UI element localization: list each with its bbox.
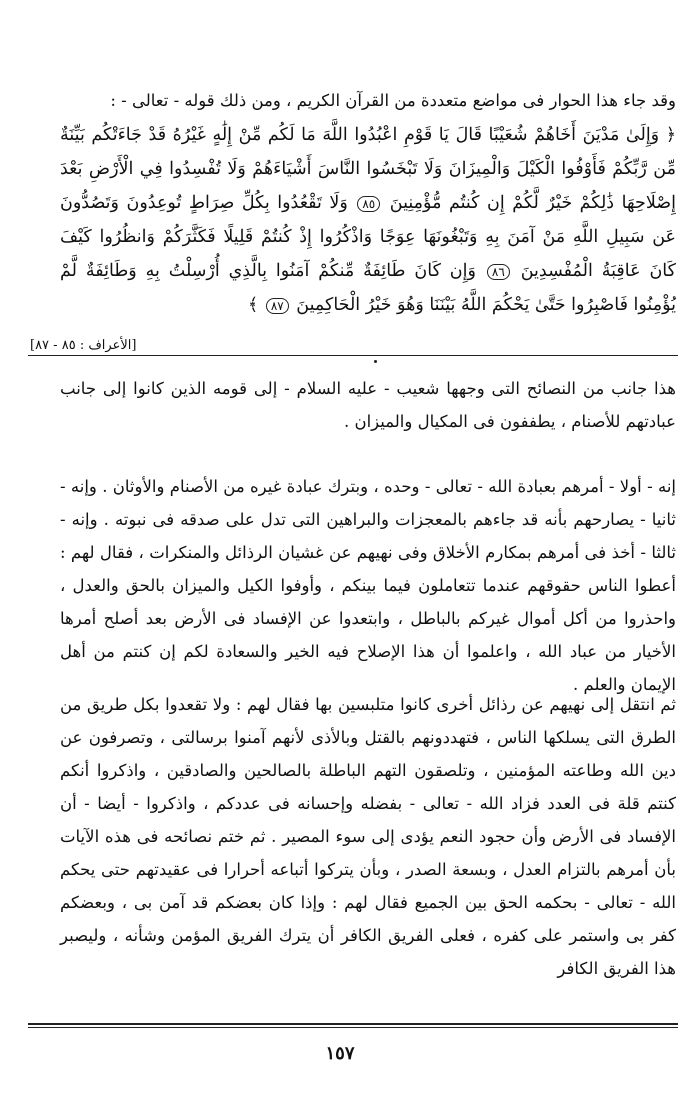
- divider-dot: [374, 360, 377, 363]
- quran-verses: [60, 118, 676, 322]
- quran-open-bracket: ﴿: [665, 125, 676, 145]
- body-paragraph-2: إنه - أولا - أمرهم بعبادة الله - تعالى - وحده ، وبترك عبادة غيره من الأصنام والأوثان . وإنه - ثانيا - يصارحهم بأنه قد جاءهم بالمعجزات والبراهين التى تدل على صدقه فى نبوته . وإنه - ثالثا - أخذ فى أمرهم بمكارم الأخلاق وفى نهيهم عن غشيان الرذائل والمنكرات ، فقال لهم : أعطوا الناس حقوقهم عندما تتعاملون فيما بينكم ، وأوفوا الكيل والميزان بالحق والعدل ، واحذروا من أكل أموال غيركم بالباطل ، وابتعدوا عن الإفساد فى الأرض بعد أصلح أمرها الأخيار من عباد الله ، واعلموا أن هذا الإصلاح فيه الخير والسعادة لكم إن كنتم من أهل الإيمان والعلم .: [60, 477, 676, 694]
- quran-divider: [28, 355, 678, 356]
- ayah-number-86: ٨٦: [487, 264, 510, 280]
- quran-verse-86: وَلَا تَقْعُدُوا بِكُلِّ صِرَاطٍ تُوعِدُونَ وَتَصُدُّونَ عَن سَبِيلِ اللَّهِ مَنْ آمَنَ بِهِ وَتَبْغُونَهَا عِوَجًا وَاذْكُرُوا إِذْ كُنتُمْ قَلِيلًا فَكَثَّرَكُمْ وَانظُرُوا كَيْفَ كَانَ عَاقِبَةُ الْمُفْسِدِينَ: [60, 193, 676, 281]
- footer-rule: [28, 1023, 678, 1025]
- quran-close-bracket: ﴾: [247, 295, 259, 315]
- quran-verse-87: وَإِن كَانَ طَائِفَةٌ مِّنكُمْ آمَنُوا بِالَّذِي أُرْسِلْتُ بِهِ وَطَائِفَةٌ لَّمْ يُؤْمِنُوا فَاصْبِرُوا حَتَّىٰ يَحْكُمَ اللَّهُ بَيْنَنَا وَهُوَ خَيْرُ الْحَاكِمِينَ: [60, 261, 676, 315]
- page-number: ١٥٧: [325, 1043, 355, 1064]
- footer-rule-thin: [28, 1027, 678, 1028]
- quran-verse-85: وَإِلَىٰ مَدْيَنَ أَخَاهُمْ شُعَيْبًا قَالَ يَا قَوْمِ اعْبُدُوا اللَّهَ مَا لَكُم مِّنْ إِلَٰهٍ غَيْرُهُ قَدْ جَاءَتْكُم بَيِّنَةٌ مِّن رَّبِّكُمْ فَأَوْفُوا الْكَيْلَ وَالْمِيزَانَ وَلَا تَبْخَسُوا النَّاسَ أَشْيَاءَهُمْ وَلَا تُفْسِدُوا فِي الْأَرْضِ بَعْدَ إِصْلَاحِهَا ذَٰلِكُمْ خَيْرٌ لَّكُمْ إِن كُنتُم مُّؤْمِنِينَ: [60, 125, 676, 213]
- ayah-number-85: ٨٥: [357, 196, 380, 212]
- body-paragraph-1: هذا جانب من النصائح التى وجهها شعيب - عليه السلام - إلى قومه الذين كانوا إلى جانب عبادتهم للأصنام ، يطففون فى المكيال والميزان .: [60, 379, 676, 431]
- intro-paragraph: وقد جاء هذا الحوار فى مواضع متعددة من القرآن الكريم ، ومن ذلك قوله - تعالى - :: [110, 91, 676, 110]
- ayah-number-87: ٨٧: [266, 298, 289, 314]
- body-paragraph-3: ثم انتقل إلى نهيهم عن رذائل أخرى كانوا متلبسين بها فقال لهم : ولا تقعدوا بكل طريق من الطرق التى يسلكها الناس ، فتهددونهم بالقتل وبالأذى لأنهم آمنوا برسالتى ، وتصرفون عن دين الله وطاعته المؤمنين ، وتلصقون التهم الباطلة بالصالحين والصادقين ، واذكروا أنكم كنتم قلة فى العدد فزاد الله - تعالى - بفضله وإحسانه فى عددكم ، واذكروا - أيضا - أن الإفساد فى الأرض وأن حجود النعم يؤدى إلى سوء المصير . ثم ختم نصائحه فى هذه الآيات بأن أمرهم بالتزام العدل ، وبسعة الصدر ، وبأن يتركوا أتباعه أحرارا فى عقيدتهم حتى يحكم الله - تعالى - بحكمه الحق بين الجميع فقال لهم : وإذا كان بعضكم قد آمن بى ، وبعضكم كفر بى واستمر على كفره ، فعلى الفريق الكافر أن يترك الفريق المؤمن وشأنه ، وليصبر هذا الفريق الكافر: [60, 695, 676, 978]
- surah-citation: [الأعراف : ٨٥ - ٨٧]: [30, 338, 137, 353]
